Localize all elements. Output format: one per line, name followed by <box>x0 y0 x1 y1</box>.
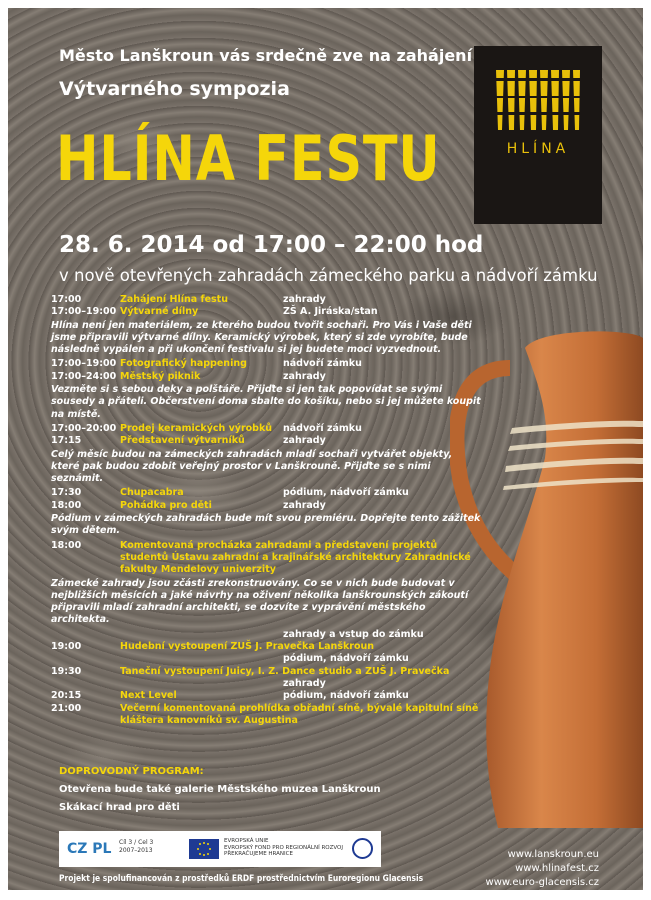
program-title: Městský piknik <box>120 370 201 382</box>
accompanying-item: Otevřena bude také galerie Městského muzea Lanškroun <box>59 784 381 795</box>
poster <box>8 8 643 890</box>
symposium-line: Výtvarného sympozia <box>59 78 290 100</box>
program-place: nádvoří zámku <box>283 422 362 434</box>
program-time: 18:00 <box>51 539 82 551</box>
program-title: Hudební vystoupení ZUŠ J. Pravečka Lanškroun <box>120 641 375 653</box>
program-item <box>51 423 481 435</box>
program-item <box>51 435 481 447</box>
program-item <box>51 306 481 318</box>
program-item <box>51 666 481 678</box>
program-time: 21:00 <box>51 702 82 714</box>
program-item <box>51 703 481 728</box>
program-item <box>51 371 481 383</box>
festival-title: HLÍNA FESTU <box>56 122 441 195</box>
program-description: Pódium v zámeckých zahradách bude mít svou premiéru. Dopřejte tento zážitek svým dětem. <box>51 513 481 537</box>
program-time: 17:00–24:00 <box>51 370 117 382</box>
eu-caption <box>224 838 343 858</box>
program-place: zahrady <box>283 677 326 689</box>
program-title: Komentovaná procházka zahradami a představení projektů studentů Ústavu zahradní a krajinářské architektury Zahradnické fakulty Mendelovy univerzity <box>120 539 471 576</box>
eu-caption-line: EVROPSKÁ UNIE <box>224 838 269 844</box>
program-time: 19:30 <box>51 665 82 677</box>
program-title: Výtvarné dílny <box>120 306 199 318</box>
program-item <box>51 540 481 577</box>
program-title: Večerní komentovaná prohlídka obřadní síně, bývalé kapitulní síně kláštera kanovníků sv. Augustina <box>120 702 479 726</box>
czpl-caption-line: 2007–2013 <box>119 847 153 854</box>
program-place: ZŠ A. Jiráska/stan <box>283 306 378 318</box>
program-item <box>51 641 481 653</box>
program-time: 17:15 <box>51 435 82 447</box>
program-place-row <box>51 653 481 665</box>
program-time: 17:00–19:00 <box>51 306 117 318</box>
website-link: www.euro-glacensis.cz <box>485 877 599 888</box>
program-description: Hlína není jen materiálem, ze kterého budou tvořit sochaři. Pro Vás i Vaše děti jsme připravili výtvarné dílny. Keramický výrobek, který si zde vyrobíte, bude následně vypálen a při ukončení festivalu si jej budete moci vyzvednout. <box>51 319 472 356</box>
program-time: 17:00–19:00 <box>51 358 117 370</box>
program-time: 20:15 <box>51 690 82 702</box>
program-item <box>51 487 481 499</box>
hlina-logo <box>474 46 602 224</box>
program-title: Chupacabra <box>120 487 184 499</box>
program-title: Pohádka pro děti <box>120 499 212 511</box>
accompanying-item: Skákací hrad pro děti <box>59 802 180 813</box>
program-place: zahrady a vstup do zámku <box>283 628 424 640</box>
euroregion-seal-icon <box>352 838 373 859</box>
eu-flag-icon <box>189 839 219 859</box>
program-item <box>51 294 481 306</box>
logo-text: HLÍNA <box>506 141 570 157</box>
event-venue: v nově otevřených zahradách zámeckého parku a nádvoří zámku <box>59 266 598 285</box>
program-title: Taneční vystoupení Juicy, I. Z. Dance studio a ZUŠ J. Pravečka <box>120 665 450 677</box>
program-time: 18:00 <box>51 499 82 511</box>
program-time: 17:00–20:00 <box>51 422 117 434</box>
program-description: Vezměte si s sebou deky a polštáře. Přijďte si jen tak popovídat se svými sousedy a přáteli. Občerstvení doma sbalte do košíku, nebo si jej můžete koupit na místě. <box>51 384 481 420</box>
sponsor-logos <box>59 831 381 867</box>
program-description: Celý měsíc budou na zámeckých zahradách mladí sochaři vytvářet objekty, které pak budou zdobit veřejný prostor v Lanškrouně. Přijďte se s nimi seznámit. <box>51 448 453 485</box>
clay-figures-icon <box>494 66 582 136</box>
program-time: 19:00 <box>51 641 82 653</box>
program-place: pódium, nádvoří zámku <box>283 487 409 499</box>
program-schedule <box>51 294 481 727</box>
program-item <box>51 690 481 702</box>
program-time: 17:00 <box>51 294 82 305</box>
website-link: www.hlinafest.cz <box>515 863 599 874</box>
program-title: Prodej keramických výrobků <box>120 422 273 434</box>
program-title: Next Level <box>120 690 177 702</box>
program-place: zahrady <box>283 435 326 447</box>
accompanying-program <box>59 763 381 817</box>
accompanying-heading: DOPROVODNÝ PROGRAM: <box>59 766 204 777</box>
program-place-row <box>51 678 481 690</box>
eu-caption-line: EVROPSKÝ FOND PRO REGIONÁLNÍ ROZVOJ <box>224 844 343 851</box>
program-title: Zahájení Hlína festu <box>120 294 228 305</box>
funding-note: Projekt je spolufinancován z prostředků ERDF prostřednictvím Euroregionu Glacensis <box>59 874 424 884</box>
program-place: nádvoří zámku <box>283 358 362 370</box>
eu-caption-line: PŘEKRAČUJEME HRANICE <box>224 851 293 857</box>
program-place: zahrady <box>283 370 326 382</box>
program-place: pódium, nádvoří zámku <box>283 690 409 702</box>
invitation-line: Město Lanškroun vás srdečně zve na zahájení <box>59 46 473 65</box>
website-links <box>486 848 599 890</box>
event-date: 28. 6. 2014 od 17:00 – 22:00 hod <box>59 232 484 258</box>
program-place: zahrady <box>283 499 326 511</box>
czpl-logo: CZ PL <box>67 841 112 857</box>
program-place: pódium, nádvoří zámku <box>283 653 409 665</box>
program-place-row <box>51 629 481 641</box>
program-item <box>51 500 481 512</box>
program-description: Zámecké zahrady jsou zčásti zrekonstruovány. Co se v nich bude budovat v nejbližších měsících a jaké návrhy na oživení několika lanškrounských zákoutí připravili mladí zahradní architekti, se dozvíte z vyprávění městského architekta. <box>51 577 469 626</box>
program-title: Představení výtvarníků <box>120 435 245 447</box>
program-title: Fotografický happening <box>120 358 247 370</box>
program-time: 17:30 <box>51 487 82 499</box>
czpl-caption <box>119 839 153 855</box>
program-place: zahrady <box>283 294 326 305</box>
czpl-caption-line: Cíl 3 / Cel 3 <box>119 839 154 846</box>
program-item <box>51 358 481 370</box>
website-link: www.lanskroun.eu <box>507 849 599 860</box>
